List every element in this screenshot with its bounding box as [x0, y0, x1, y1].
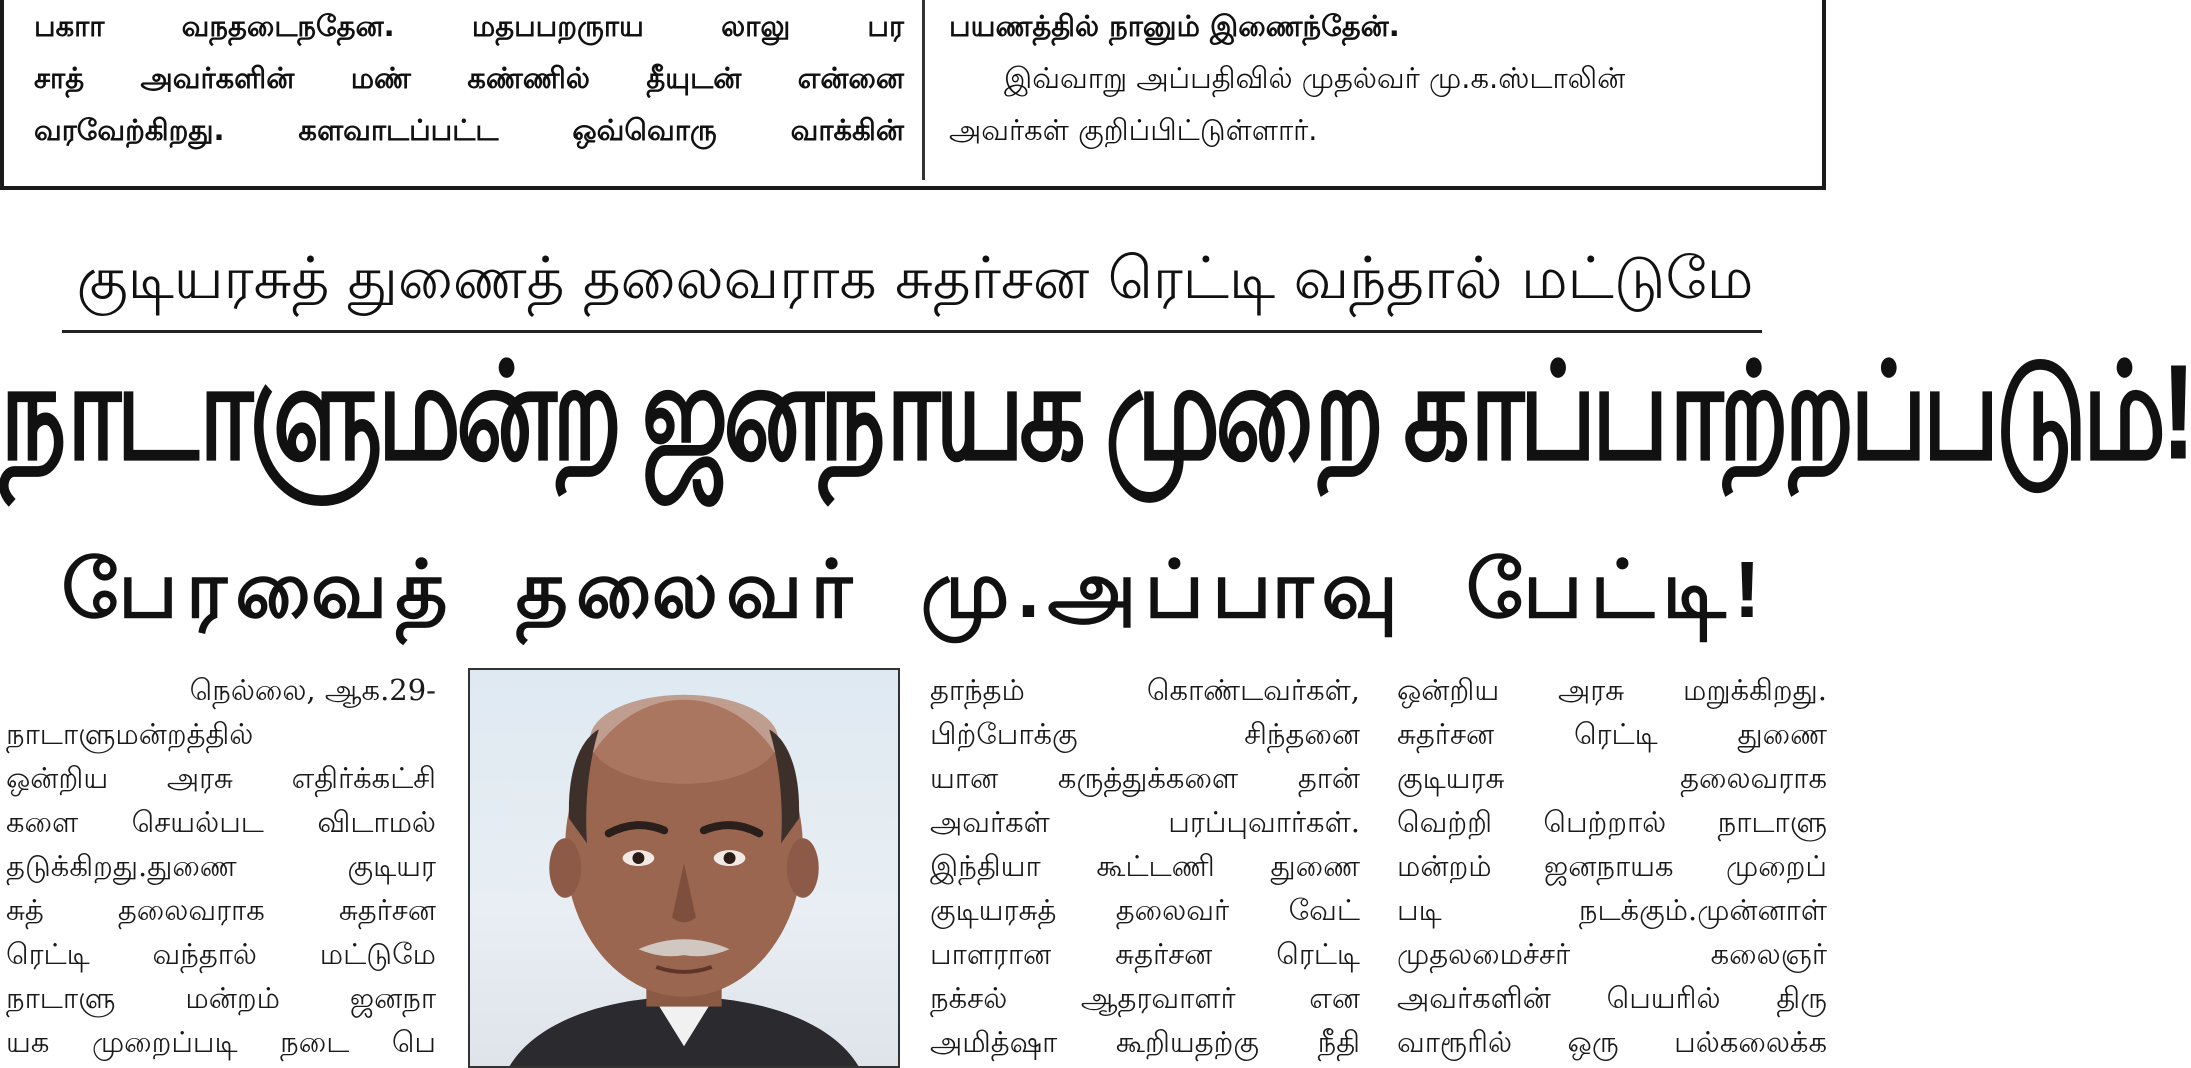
text-line: அவர்கள் குறிப்பிட்டுள்ளார்.	[949, 113, 1318, 147]
article-column-1	[6, 668, 436, 1064]
text-line: அமித்ஷா கூறியதற்கு நீதி	[930, 1025, 1360, 1059]
column-divider	[922, 0, 925, 180]
top-story-box	[0, 0, 1826, 190]
text-line: நாடாளுமன்றத்தில்	[6, 717, 254, 751]
text-line: முதலமைச்சர் கலைஞர்	[1397, 937, 1827, 971]
article-column-3	[930, 668, 1360, 1064]
text-line: ரெட்டி வந்தால் மட்டுமே	[6, 937, 436, 971]
portrait-photo	[468, 668, 900, 1068]
text-line: சாத் அவர்களின் மண் கண்ணில் தீயுடன் என்னை	[34, 61, 904, 95]
portrait-icon	[470, 670, 898, 1066]
main-headline: நாடாளுமன்ற ஜனநாயக முறை காப்பாற்றப்படும்!	[0, 337, 2191, 489]
text-line: சுதர்சன ரெட்டி துணை	[1397, 717, 1827, 751]
text-line: வெற்றி பெற்றால் நாடாளு	[1397, 805, 1827, 839]
text-line: அவர்கள் பரப்புவார்கள்.	[930, 805, 1360, 839]
text-line: இந்தியா கூட்டணி துணை	[930, 849, 1360, 883]
text-line: வரவேற்கிறது. களவாடப்பட்ட ஒவ்வொரு வாக்கின்	[34, 113, 904, 147]
text-line: களை செயல்பட விடாமல்	[6, 805, 436, 839]
top-right-column	[949, 0, 1809, 156]
text-line: குடியரசு தலைவராக	[1397, 761, 1827, 795]
text-line: நாடாளு மன்றம் ஜனநா	[6, 981, 436, 1015]
text-line: பாளரான சுதர்சன ரெட்டி	[930, 937, 1360, 971]
text-line: சுத் தலைவராக சுதர்சன	[6, 893, 436, 927]
text-line: தாந்தம் கொண்டவர்கள்,	[930, 673, 1360, 707]
text-line: ஒன்றிய அரசு மறுக்கிறது.	[1397, 673, 1827, 707]
text-line: பிற்போக்கு சிந்தனை	[930, 717, 1360, 751]
text-line: பயணத்தில் நானும் இணைந்தேன்.	[949, 9, 1400, 43]
text-line: நக்சல் ஆதரவாளர் என	[930, 981, 1360, 1015]
article-column-4	[1397, 668, 1827, 1064]
sub-headline: பேரவைத் தலைவர் மு.அப்பாவு பேட்டி!	[61, 545, 1769, 634]
text-line: இவ்வாறு அப்பதிவில் முதல்வர் மு.க.ஸ்டாலின்	[1004, 61, 1626, 95]
dateline: நெல்லை, ஆக.29-	[189, 673, 436, 707]
text-line: யக முறைப்படி நடை பெ	[6, 1025, 436, 1059]
text-line: மன்றம் ஜனநாயக முறைப்	[1397, 849, 1827, 883]
text-line: குடியரசுத் தலைவர் வேட்	[930, 893, 1360, 927]
text-line: ஒன்றிய அரசு எதிர்க்கட்சி	[6, 761, 436, 795]
top-left-column	[34, 0, 904, 156]
text-line: படி நடக்கும்.முன்னாள்	[1397, 893, 1827, 927]
text-line: யான கருத்துக்களை தான்	[930, 761, 1360, 795]
text-line: பகாா வநதடைநதேன. மதபபறருாய லாலு பர	[34, 9, 904, 43]
text-line: தடுக்கிறது.துணை குடியர	[6, 849, 436, 883]
text-line: அவர்களின் பெயரில் திரு	[1397, 981, 1827, 1015]
text-line: வாரூரில் ஒரு பல்கலைக்க	[1397, 1025, 1827, 1059]
kicker-headline: குடியரசுத் துணைத் தலைவராக சுதர்சன ரெட்டி வந்தால் மட்டுமே	[76, 244, 1754, 312]
